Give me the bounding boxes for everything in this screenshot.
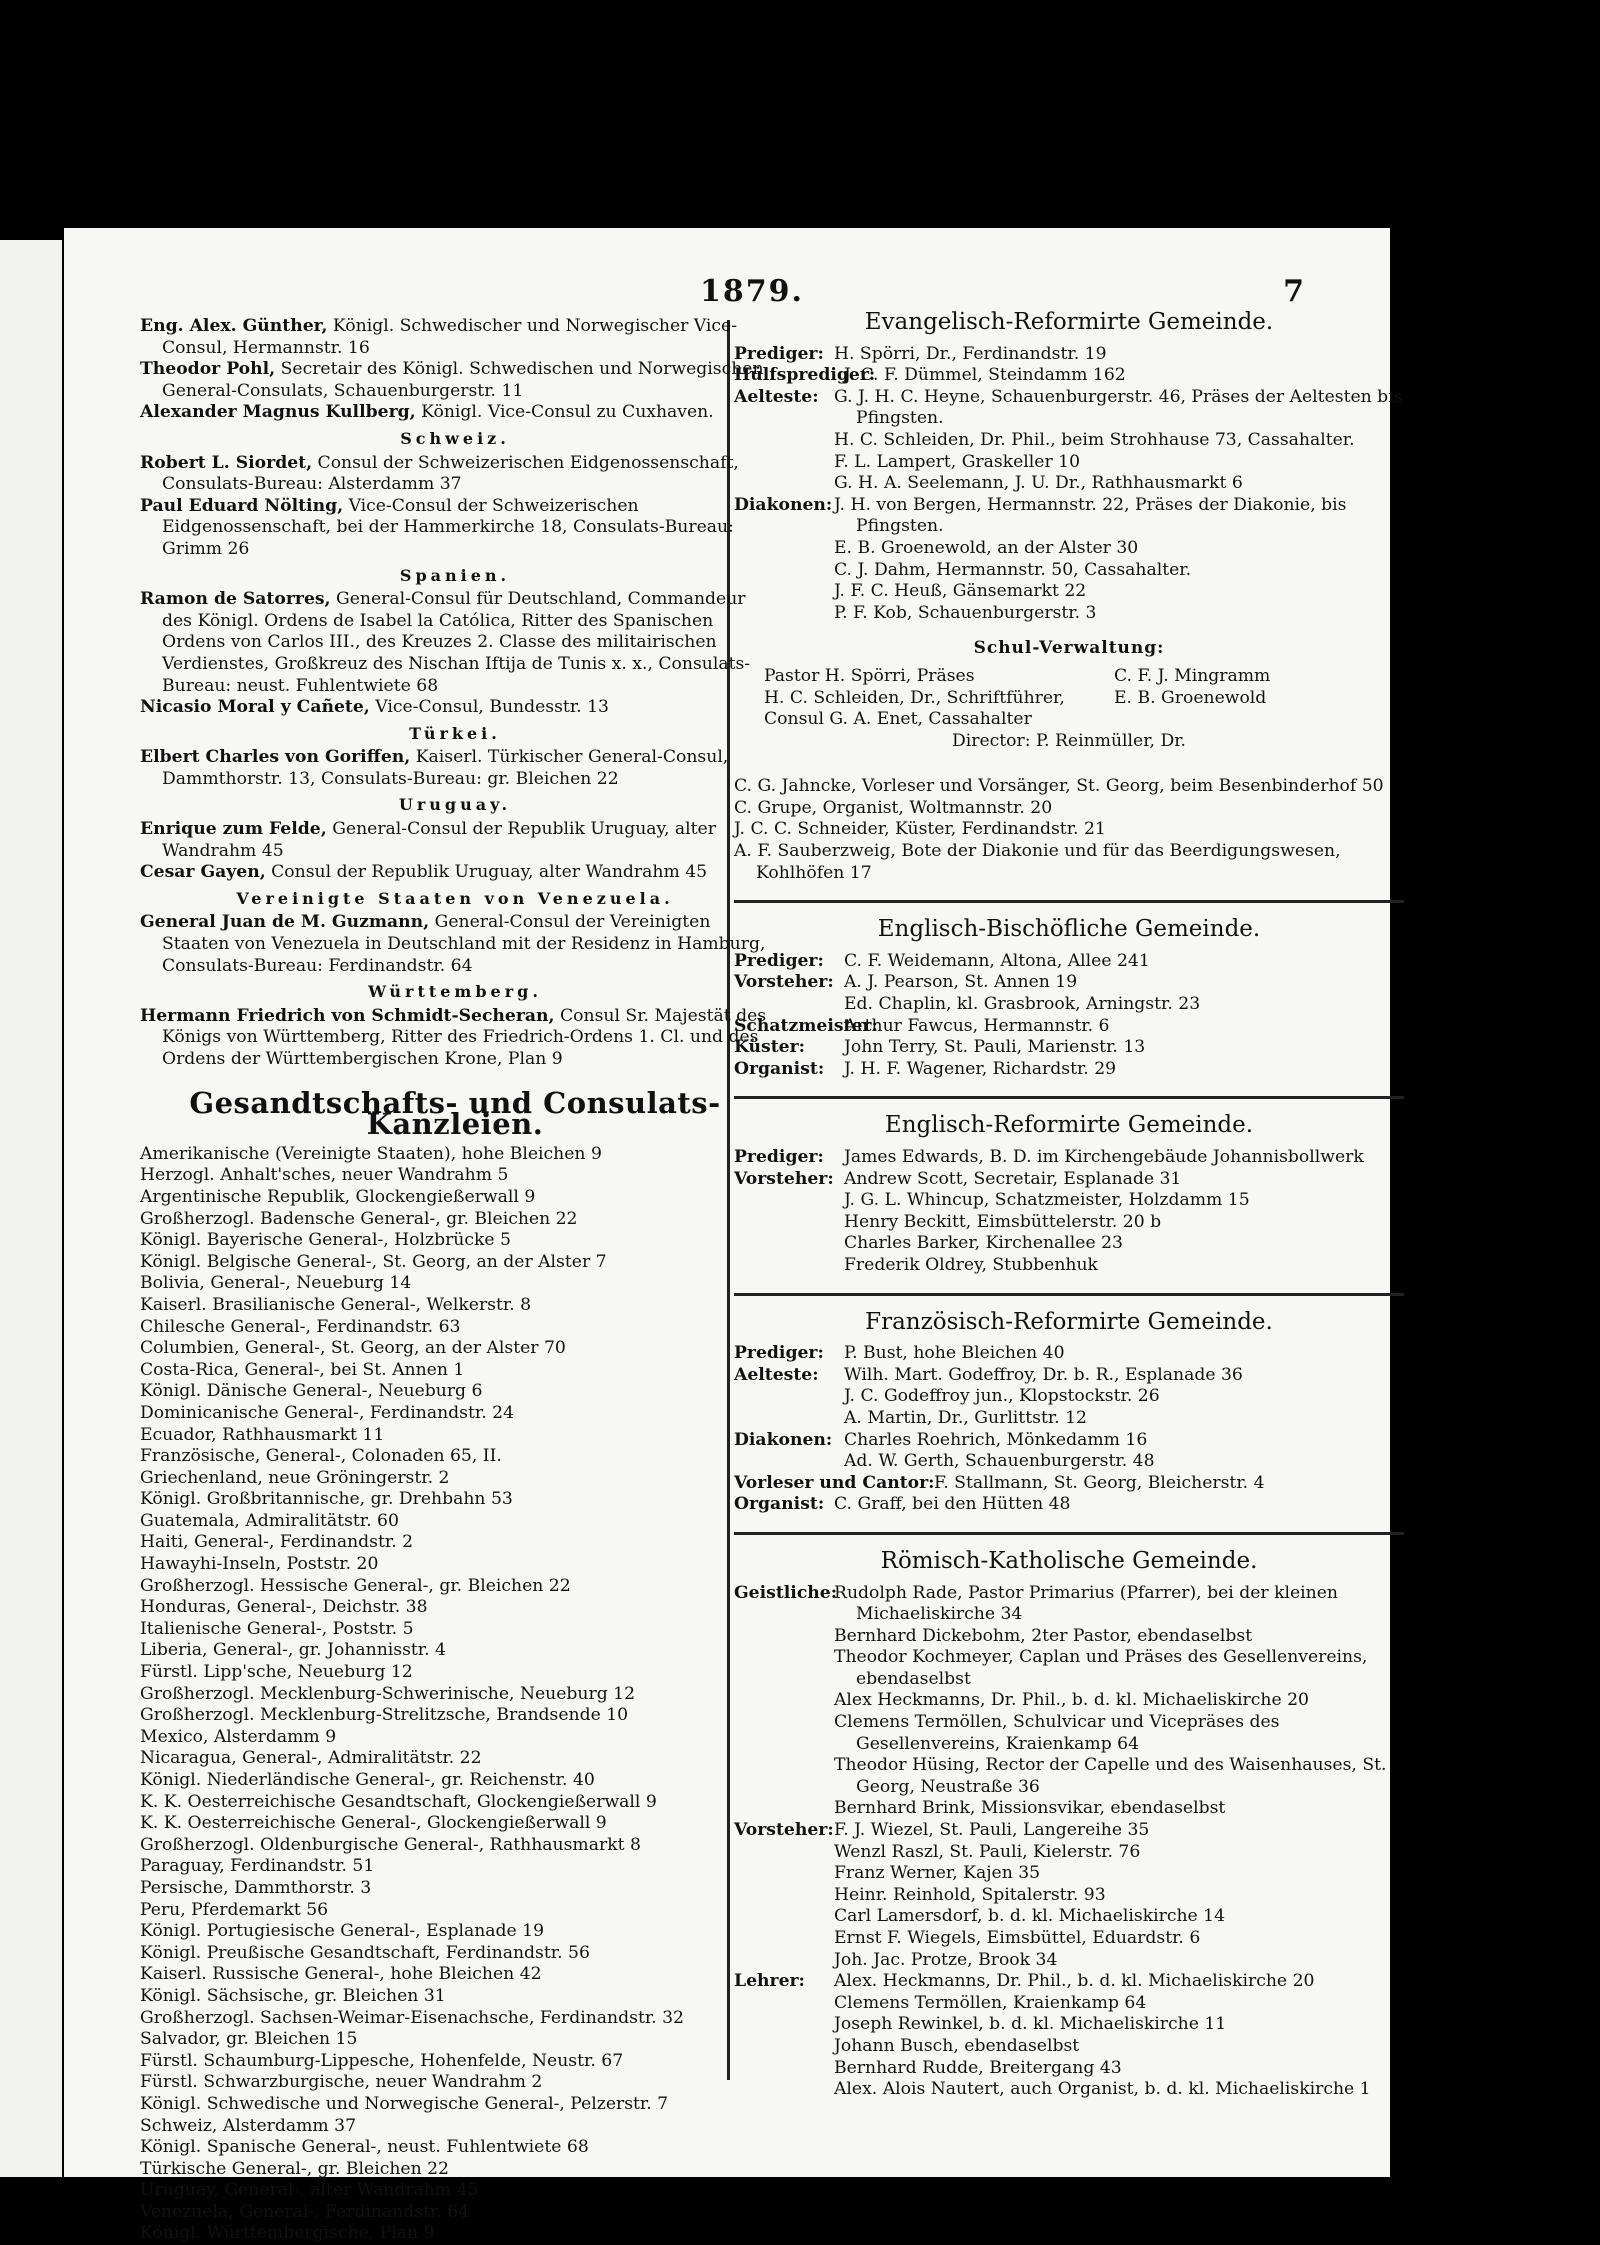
lehrer-item: Clemens Termöllen, Kraienkamp 64 <box>834 1992 1147 2013</box>
row-value: Charles Barker, Kirchenallee 23 <box>844 1233 1123 1254</box>
vorsteher-item: Wenzl Raszl, St. Pauli, Kielerstr. 76 <box>834 1841 1141 1862</box>
evref-diakonen-list <box>834 495 1404 625</box>
section-divider <box>734 1532 1404 1535</box>
kath-vorsteher-label: Vorsteher: <box>734 1820 834 1841</box>
kanzlei-item: Mexico, Alsterdamm 9 <box>140 1726 337 1747</box>
kanzlei-item: Königl. Sächsische, gr. Bleichen 31 <box>140 1985 446 2006</box>
kanzlei-item: Nicaragua, General-, Admiralitätstr. 22 <box>140 1748 482 1769</box>
kanzlei-item: Königl. Württembergische, Plan 9 <box>140 2223 435 2244</box>
franz-organist-label: Organist: <box>734 1494 825 1515</box>
row-label <box>734 1408 844 1430</box>
kath-vorsteher-list <box>834 1820 1404 1971</box>
section-divider <box>734 1096 1404 1099</box>
consul-entry <box>140 747 770 790</box>
evref-huelfsprediger <box>734 365 1404 387</box>
entry-name: Alexander Magnus Kullberg, <box>140 402 416 423</box>
kanzlei-item: Chilesche General-, Ferdinandstr. 63 <box>140 1316 461 1337</box>
franz-rows <box>734 1343 1404 1473</box>
kanzlei-item: Costa-Rica, General-, bei St. Annen 1 <box>140 1359 465 1380</box>
geistlicher-item: Bernhard Brink, Missionsvikar, ebendaselbst <box>834 1798 1226 1819</box>
geistlicher-item: Theodor Kochmeyer, Caplan und Präses des Gesellenvereins, ebendaselbst <box>834 1647 1368 1689</box>
kanzlei-item: Königl. Schwedische und Norwegische General-, Pelzerstr. 7 <box>140 2093 669 2114</box>
kath-geistliche <box>734 1583 1404 1821</box>
entry-name: Elbert Charles von Goriffen, <box>140 747 411 768</box>
consul-entry <box>140 453 770 496</box>
label-value-row <box>734 1233 1404 1255</box>
row-label: Vorsteher: <box>734 972 834 993</box>
page-number: 7 <box>1283 274 1304 309</box>
row-value: Henry Beckitt, Eimsbüttelerstr. 20 b <box>844 1211 1162 1232</box>
schul-director: Director: P. Reinmüller, Dr. <box>951 730 1187 751</box>
consul-entry <box>140 862 770 884</box>
franz-vorleser-label: Vorleser und Cantor: <box>734 1472 935 1493</box>
label-value-row <box>734 1059 1404 1081</box>
staff-item: C. Grupe, Organist, Woltmannstr. 20 <box>734 797 1053 818</box>
kanzlei-item: K. K. Oesterreichische General-, Glockengießerwall 9 <box>140 1813 607 1834</box>
country-heading: Türkei. <box>409 723 501 743</box>
row-value: J. C. Godeffroy jun., Klopstockstr. 26 <box>844 1386 1160 1407</box>
kanzlei-item: Königl. Portugiesische General-, Esplanade 19 <box>140 1921 545 1942</box>
row-label <box>734 1255 844 1277</box>
entry-text: Secretair des Königl. Schwedischen und Norwegischen General-Consulats, Schauenburgerstr. 11 <box>162 359 764 401</box>
entry-name: Eng. Alex. Günther, <box>140 316 328 336</box>
entry-name: Paul Eduard Nölting, <box>140 495 344 516</box>
kanzlei-item: Liberia, General-, gr. Johannisstr. 4 <box>140 1640 446 1661</box>
row-label <box>734 1212 844 1234</box>
kanzlei-item: Großherzogl. Mecklenburg-Strelitzsche, Brandsende 10 <box>140 1705 629 1726</box>
kath-vorsteher <box>734 1820 1404 1971</box>
entry-name: Theodor Pohl, <box>140 359 276 380</box>
schul-cell: E. B. Groenewold <box>1114 687 1267 708</box>
consul-entry <box>140 697 770 719</box>
kanzlei-item: Italienische General-, Poststr. 5 <box>140 1618 414 1639</box>
label-value-row <box>734 1037 1404 1059</box>
consul-entry <box>140 359 770 402</box>
kanzlei-item: Persische, Dammthorstr. 3 <box>140 1877 372 1898</box>
entry-text: Vice-Consul, Bundesstr. 13 <box>375 697 609 718</box>
entry-name: Cesar Gayen, <box>140 862 266 883</box>
diakon-item: J. F. C. Heuß, Gänsemarkt 22 <box>834 581 1087 602</box>
entry-text: General-Consul der Vereinigten Staaten von Venezuela in Deutschland mit der Residenz in Hamburg, Consulats-Bureau: Ferdinandstr. 64 <box>162 912 766 976</box>
consul-entries-top <box>140 316 770 424</box>
kath-geistliche-list <box>834 1583 1404 1821</box>
label-value-row <box>734 1430 1404 1452</box>
label-value-row <box>734 1255 1404 1277</box>
row-value: A. Martin, Dr., Gurlittstr. 12 <box>844 1407 1087 1428</box>
geistlicher-item: Rudolph Rade, Pastor Primarius (Pfarrer), bei der kleinen Michaeliskirche 34 <box>834 1582 1338 1625</box>
row-label: Schatzmeister: <box>734 1015 878 1036</box>
kanzlei-item: Königl. Niederländische General-, gr. Reichenstr. 40 <box>140 1770 595 1790</box>
label-value-row <box>734 1451 1404 1473</box>
row-value: Wilh. Mart. Godeffroy, Dr. b. R., Esplanade 36 <box>844 1364 1243 1385</box>
entry-text: General-Consul für Deutschland, Commandeur des Königl. Ordens de Isabel la Católica, Ritter des Spanischen Ordens von Carlos III., des Kreuzes 2. Classe des militairischen Verdienstes, Großkreuz des Nischan Iftija de Tunis x. x., Consulats-Bureau: neust. Fuhlentwiete 68 <box>162 589 751 696</box>
evref-prediger <box>734 344 1404 366</box>
kanzlei-item: Ecuador, Rathhausmarkt 11 <box>140 1424 385 1445</box>
engref-heading: Englisch-Reformirte Gemeinde. <box>884 1112 1254 1139</box>
row-label <box>734 1386 844 1408</box>
aelteste-item: G. J. H. C. Heyne, Schauenburgerstr. 46, Präses der Aeltesten bis Pfingsten. <box>834 386 1403 429</box>
engbisch-section <box>734 916 1404 1080</box>
evref-section <box>734 309 1404 884</box>
vorsteher-item: Carl Lamersdorf, b. d. kl. Michaeliskirche 14 <box>834 1906 1226 1927</box>
entry-text: General-Consul der Republik Uruguay, alter Wandrahm 45 <box>162 819 716 861</box>
kath-section <box>734 1547 1404 2101</box>
kanzlei-item: Guatemala, Admiralitätstr. 60 <box>140 1510 399 1531</box>
franz-vorleser-value: F. Stallmann, St. Georg, Bleicherstr. 4 <box>934 1472 1265 1493</box>
franz-vorleser <box>734 1473 1404 1495</box>
document-page <box>64 228 1403 2244</box>
row-label: Prediger: <box>734 1147 824 1167</box>
vorsteher-item: Heinr. Reinhold, Spitalerstr. 93 <box>834 1884 1106 1905</box>
kanzlei-item: Königl. Großbritannische, gr. Drehbahn 53 <box>140 1489 513 1510</box>
vorsteher-item: Joh. Jac. Protze, Brook 34 <box>834 1949 1058 1970</box>
diakon-item: J. H. von Bergen, Hermannstr. 22, Präses der Diakonie, bis Pfingsten. <box>834 494 1347 537</box>
page-year: 1879. <box>700 274 804 309</box>
staff-item: A. F. Sauberzweig, Bote der Diakonie und für das Beerdigungswesen, Kohlhöfen 17 <box>734 841 1341 883</box>
row-label: Aelteste: <box>734 1364 819 1385</box>
kanzleien-heading: Gesandtschafts- und Consulats-Kanzleien. <box>189 1085 721 1142</box>
kanzlei-item: Großherzogl. Hessische General-, gr. Bleichen 22 <box>140 1575 571 1596</box>
row-value: John Terry, St. Pauli, Marienstr. 13 <box>844 1037 1146 1058</box>
kanzlei-item: Amerikanische (Vereinigte Staaten), hohe Bleichen 9 <box>140 1143 602 1164</box>
entry-text: Königl. Vice-Consul zu Cuxhaven. <box>421 402 714 423</box>
schul-cell: Pastor H. Spörri, Präses <box>764 665 975 686</box>
right-column <box>734 309 1404 2101</box>
kanzlei-item: Paraguay, Ferdinandstr. 51 <box>140 1856 375 1877</box>
engbisch-rows <box>734 951 1404 1081</box>
row-label: Prediger: <box>734 950 824 971</box>
aelteste-item: H. C. Schleiden, Dr. Phil., beim Strohhause 73, Cassahalter. <box>834 429 1355 450</box>
entry-text: Consul der Schweizerischen Eidgenossenschaft, Consulats-Bureau: Alsterdamm 37 <box>162 452 739 495</box>
row-value: Ad. W. Gerth, Schauenburgerstr. 48 <box>844 1451 1155 1472</box>
kanzlei-item: Kaiserl. Brasilianische General-, Welkerstr. 8 <box>140 1294 532 1315</box>
country-heading: Uruguay. <box>398 795 512 815</box>
row-label: Küster: <box>734 1037 806 1058</box>
franz-organist <box>734 1494 1404 1516</box>
row-label <box>734 1233 844 1255</box>
evref-aelteste-label: Aelteste: <box>734 386 819 407</box>
entry-text: Königl. Schwedischer und Norwegischer Vice-Consul, Hermannstr. 16 <box>162 316 738 358</box>
geistlicher-item: Clemens Termöllen, Schulvicar und Vicepräses des Gesellenvereins, Kraienkamp 64 <box>834 1712 1280 1754</box>
row-value: Charles Roehrich, Mönkedamm 16 <box>844 1429 1148 1450</box>
engref-rows <box>734 1147 1404 1277</box>
kanzlei-item: Hawayhi-Inseln, Poststr. 20 <box>140 1554 379 1575</box>
label-value-row <box>734 1190 1404 1212</box>
evref-prediger-label: Prediger: <box>734 343 824 364</box>
label-value-row <box>734 1386 1404 1408</box>
kanzlei-item: Uruguay, General-, alter Wandrahm 45 <box>140 2180 479 2201</box>
label-value-row <box>734 1365 1404 1387</box>
row-value: J. G. L. Whincup, Schatzmeister, Holzdamm 15 <box>844 1190 1250 1211</box>
evref-diakonen-label: Diakonen: <box>734 494 833 515</box>
kanzlei-item: Honduras, General-, Deichstr. 38 <box>140 1597 428 1618</box>
row-value: J. H. F. Wagener, Richardstr. 29 <box>844 1058 1117 1079</box>
kanzlei-item: Columbien, General-, St. Georg, an der Alster 70 <box>140 1338 566 1359</box>
label-value-row <box>734 1169 1404 1191</box>
staff-item: J. C. C. Schneider, Küster, Ferdinandstr. 21 <box>734 819 1106 840</box>
kanzlei-item: Großherzogl. Sachsen-Weimar-Eisenachsche, Ferdinandstr. 32 <box>140 2007 684 2028</box>
lehrer-item: Joseph Rewinkel, b. d. kl. Michaeliskirche 11 <box>834 2014 1227 2035</box>
row-label <box>734 1451 844 1473</box>
kanzlei-item: Fürstl. Schaumburg-Lippesche, Hohenfelde, Neustr. 67 <box>140 2050 624 2071</box>
schul-cell: H. C. Schleiden, Dr., Schriftführer, <box>764 687 1065 708</box>
franz-organist-value: C. Graff, bei den Hütten 48 <box>834 1494 1071 1515</box>
lehrer-item: Johann Busch, ebendaselbst <box>834 2035 1080 2056</box>
franz-section <box>734 1308 1404 1516</box>
entry-name: Robert L. Siordet, <box>140 452 313 473</box>
kanzlei-item: Türkische General-, gr. Bleichen 22 <box>140 2158 449 2179</box>
engref-section <box>734 1112 1404 1276</box>
schul-cell <box>1114 709 1414 731</box>
vorsteher-item: Ernst F. Wiegels, Eimsbüttel, Eduardstr. 6 <box>834 1928 1201 1948</box>
country-heading: Schweiz. <box>400 428 510 448</box>
schul-table <box>734 666 1404 731</box>
kanzlei-item: Salvador, gr. Bleichen 15 <box>140 2029 358 2050</box>
schul-cell: C. F. J. Mingramm <box>1114 665 1271 686</box>
entry-name: Ramon de Satorres, <box>140 589 331 610</box>
franz-heading: Französisch-Reformirte Gemeinde. <box>865 1308 1273 1335</box>
consul-entry <box>140 316 770 359</box>
lehrer-item: Bernhard Rudde, Breitergang 43 <box>834 2057 1122 2078</box>
kanzlei-item: Venezuela, General-, Ferdinandstr. 64 <box>140 2201 470 2222</box>
entry-name: Nicasio Moral y Cañete, <box>140 697 370 718</box>
kanzlei-item: Peru, Pferdemarkt 56 <box>140 1899 329 1920</box>
geistlicher-item: Theodor Hüsing, Rector der Capelle und des Waisenhauses, St. Georg, Neustraße 36 <box>834 1755 1387 1797</box>
kanzleien-list <box>140 1144 770 2245</box>
entry-text: Kaiserl. Türkischer General-Consul, Dammthorstr. 13, Consulats-Bureau: gr. Bleichen 22 <box>162 747 729 789</box>
kanzlei-item: Großherzogl. Mecklenburg-Schwerinische, Neueburg 12 <box>140 1683 636 1704</box>
label-value-row <box>734 1016 1404 1038</box>
evref-staff-list <box>734 776 1404 884</box>
row-value: Andrew Scott, Secretair, Esplanade 31 <box>844 1168 1182 1189</box>
diakon-item: P. F. Kob, Schauenburgerstr. 3 <box>834 602 1097 623</box>
consul-entry <box>140 1006 770 1071</box>
label-value-row <box>734 1408 1404 1430</box>
consul-entry <box>140 496 770 561</box>
diakon-item: E. B. Groenewold, an der Alster 30 <box>834 537 1139 558</box>
kanzlei-item: Griechenland, neue Gröningerstr. 2 <box>140 1467 450 1488</box>
vorsteher-item: F. J. Wiezel, St. Pauli, Langereihe 35 <box>834 1820 1150 1841</box>
aelteste-item: F. L. Lampert, Graskeller 10 <box>834 451 1081 472</box>
label-value-row <box>734 1212 1404 1234</box>
kanzlei-item: Königl. Spanische General-, neust. Fuhlentwiete 68 <box>140 2137 589 2158</box>
consul-sections <box>140 428 770 1071</box>
row-label <box>734 994 844 1016</box>
label-value-row <box>734 994 1404 1016</box>
staff-item: C. G. Jahncke, Vorleser und Vorsänger, St. Georg, beim Besenbinderhof 50 <box>734 776 1384 797</box>
kath-lehrer-list <box>834 1971 1404 2101</box>
diakon-item: C. J. Dahm, Hermannstr. 50, Cassahalter. <box>834 559 1192 580</box>
label-value-row <box>734 951 1404 973</box>
evref-diakonen <box>734 495 1404 625</box>
left-page-edge <box>0 240 62 2177</box>
row-value: Frederik Oldrey, Stubbenhuk <box>844 1254 1098 1275</box>
evref-huelfs-label: Hülfsprediger: <box>734 365 876 386</box>
kanzlei-item: Haiti, General-, Ferdinandstr. 2 <box>140 1532 414 1553</box>
evref-prediger-value: H. Spörri, Dr., Ferdinandstr. 19 <box>834 343 1107 364</box>
label-value-row <box>734 1147 1404 1169</box>
vorsteher-item: Franz Werner, Kajen 35 <box>834 1863 1041 1884</box>
aelteste-item: G. H. A. Seelemann, J. U. Dr., Rathhausmarkt 6 <box>834 473 1243 494</box>
geistlicher-item: Alex Heckmanns, Dr. Phil., b. d. kl. Michaeliskirche 20 <box>834 1690 1309 1711</box>
row-value: P. Bust, hohe Bleichen 40 <box>844 1343 1065 1364</box>
row-value: James Edwards, B. D. im Kirchengebäude Johannisbollwerk <box>844 1147 1364 1167</box>
label-value-row <box>734 1343 1404 1365</box>
kanzlei-item: Königl. Dänische General-, Neueburg 6 <box>140 1381 483 1402</box>
entry-name: Hermann Friedrich von Schmidt-Secheran, <box>140 1005 555 1026</box>
evref-aelteste-list <box>834 387 1404 495</box>
kanzlei-item: K. K. Oesterreichische Gesandtschaft, Glockengießerwall 9 <box>140 1791 657 1812</box>
consul-entry <box>140 589 770 697</box>
kanzlei-item: Königl. Bayerische General-, Holzbrücke 5 <box>140 1230 511 1251</box>
evref-huelfs-value: J. C. F. Dümmel, Steindamm 162 <box>844 365 1126 386</box>
page-header <box>64 274 1390 309</box>
kath-heading: Römisch-Katholische Gemeinde. <box>880 1547 1258 1574</box>
label-value-row <box>734 972 1404 994</box>
evref-heading: Evangelisch-Reformirte Gemeinde. <box>864 309 1274 335</box>
row-label: Vorsteher: <box>734 1168 834 1189</box>
country-heading: Spanien. <box>399 565 511 585</box>
section-divider <box>734 900 1404 903</box>
row-value: Ed. Chaplin, kl. Grasbrook, Arningstr. 23 <box>844 994 1201 1015</box>
kath-lehrer <box>734 1971 1404 2101</box>
kanzlei-item: Kaiserl. Russische General-, hohe Bleichen 42 <box>140 1964 542 1985</box>
evref-aelteste <box>734 387 1404 495</box>
kanzlei-item: Fürstl. Schwarzburgische, neuer Wandrahm 2 <box>140 2072 543 2093</box>
schul-cell: Consul G. A. Enet, Cassahalter <box>764 709 1032 730</box>
kanzlei-item: Dominicanische General-, Ferdinandstr. 24 <box>140 1402 515 1423</box>
row-label: Diakonen: <box>734 1429 833 1450</box>
row-value: A. J. Pearson, St. Annen 19 <box>844 972 1078 993</box>
kanzlei-item: Königl. Belgische General-, St. Georg, an der Alster 7 <box>140 1251 607 1272</box>
kanzlei-item: Königl. Preußische Gesandtschaft, Ferdinandstr. 56 <box>140 1942 590 1963</box>
row-value: Arthur Fawcus, Hermannstr. 6 <box>844 1015 1110 1036</box>
entry-text: Consul der Republik Uruguay, alter Wandrahm 45 <box>271 862 708 883</box>
kath-geistliche-label: Geistliche: <box>734 1582 838 1603</box>
entry-text: Consul Sr. Majestät des Königs von Württemberg, Ritter des Friedrich-Ordens 1. Cl. und des Ordens der Württembergischen Krone, Plan 9 <box>162 1005 767 1069</box>
geistlicher-item: Bernhard Dickebohm, 2ter Pastor, ebendaselbst <box>834 1625 1253 1646</box>
section-divider <box>734 1293 1404 1296</box>
row-value: C. F. Weidemann, Altona, Allee 241 <box>844 950 1150 971</box>
entry-name: General Juan de M. Guzmann, <box>140 912 430 933</box>
engbisch-heading: Englisch-Bischöfliche Gemeinde. <box>877 916 1261 943</box>
kanzlei-item: Großherzogl. Badensche General-, gr. Bleichen 22 <box>140 1208 578 1229</box>
schul-heading: Schul-Verwaltung: <box>973 638 1165 659</box>
country-heading: Württemberg. <box>368 982 542 1002</box>
kanzlei-item: Französische, General-, Colonaden 65, II. <box>140 1446 502 1467</box>
kanzlei-item: Großherzogl. Oldenburgische General-, Rathhausmarkt 8 <box>140 1834 641 1855</box>
consul-entry <box>140 819 770 862</box>
lehrer-item: Alex. Heckmanns, Dr. Phil., b. d. kl. Michaeliskirche 20 <box>834 1971 1315 1992</box>
row-label: Organist: <box>734 1058 825 1079</box>
kanzlei-item: Argentinische Republik, Glockengießerwall 9 <box>140 1186 536 1207</box>
left-column <box>140 316 770 2245</box>
lehrer-item: Alex. Alois Nautert, auch Organist, b. d. kl. Michaeliskirche 1 <box>834 2079 1371 2100</box>
kanzlei-item: Fürstl. Lipp'sche, Neueburg 12 <box>140 1662 413 1683</box>
consul-entry <box>140 912 770 977</box>
kanzlei-item: Herzogl. Anhalt'sches, neuer Wandrahm 5 <box>140 1165 509 1186</box>
row-label <box>734 1190 844 1212</box>
row-label: Prediger: <box>734 1343 824 1364</box>
country-heading: Vereinigte Staaten von Venezuela. <box>236 888 674 908</box>
kanzlei-item: Bolivia, General-, Neueburg 14 <box>140 1273 412 1294</box>
entry-text: Vice-Consul der Schweizerischen Eidgenossenschaft, bei der Hammerkirche 18, Consulats-Bureau: Grimm 26 <box>162 495 734 559</box>
entry-name: Enrique zum Felde, <box>140 819 327 840</box>
consul-entry <box>140 402 770 424</box>
kanzlei-item: Schweiz, Alsterdamm 37 <box>140 2115 357 2136</box>
kath-lehrer-label: Lehrer: <box>734 1971 805 1992</box>
